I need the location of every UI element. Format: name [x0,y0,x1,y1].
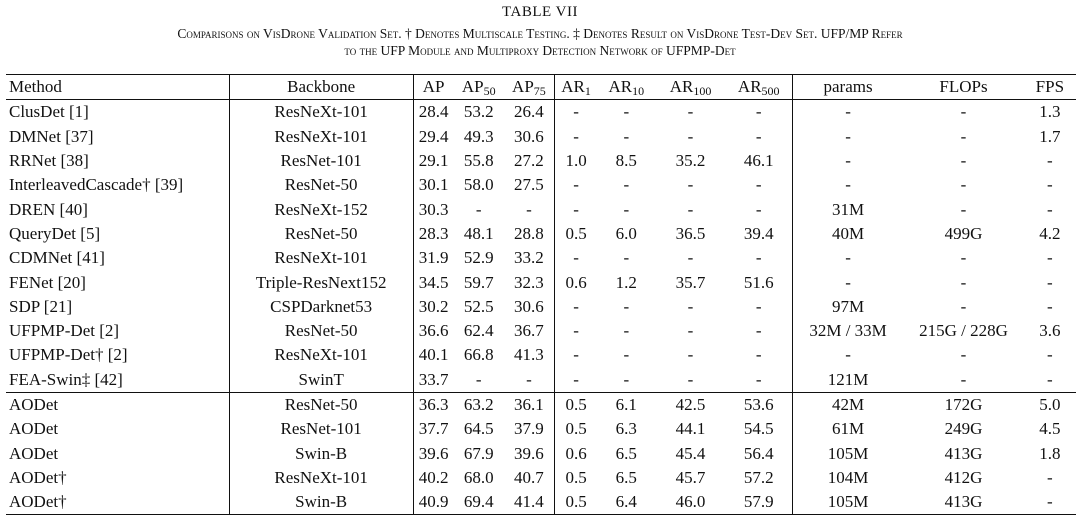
cell-backbone: ResNet-50 [229,222,413,246]
cell-method: DREN [40] [6,197,229,221]
cell-ap: 36.3 [413,392,454,417]
cell-ap75: 39.6 [504,441,555,465]
cell-ar100: - [687,321,694,341]
cell-ap75: 27.2 [504,149,555,173]
cell-fps: - [1047,345,1053,365]
cell-ar10: - [623,175,630,195]
cell-ar1: - [573,175,579,195]
cell-ap: 34.5 [418,272,449,292]
cell-flops: - [960,126,967,146]
cell-flops: - [960,296,967,316]
cell-params: 40M [832,223,865,243]
cell-fps: - [1047,199,1053,219]
cell-ap: 31.9 [418,248,449,268]
cell-ap50: 66.8 [463,345,494,365]
cell-backbone: ResNet-50 [229,392,413,417]
cell-ar100: - [687,369,694,389]
cell-backbone: Swin-B [229,490,413,515]
cell-ar500: 39.4 [726,222,793,246]
cell-params: 61M [832,419,865,439]
table-row [6,270,1076,294]
cell-fps: - [1047,467,1053,487]
cell-fps: 1.3 [1039,102,1061,122]
cell-ap75: - [504,368,555,393]
cell-params: - [845,151,851,171]
cell-params: 97M [832,296,865,316]
cell-method: AODet† [6,466,229,490]
cell-ap75: 36.7 [504,319,555,343]
cell-ap75: 41.4 [504,490,555,515]
cell-flops: 412G [944,467,983,487]
cell-ap: 29.1 [418,151,449,171]
cell-ar10: 6.1 [597,392,655,417]
cell-ap: 40.2 [418,467,449,487]
cell-ap50: 67.9 [463,443,494,463]
cell-ar100: 36.5 [675,223,706,243]
cell-ap50: 64.5 [463,419,494,439]
cell-ar100: - [687,126,694,146]
cell-backbone: ResNeXt-101 [229,100,413,125]
cell-ar10: - [623,248,630,268]
cell-backbone: Swin-B [229,441,413,465]
cell-ap50: 68.0 [463,467,494,487]
table-row [6,392,1076,417]
cell-ap50: 69.4 [454,490,504,515]
cell-params: - [845,102,851,122]
cell-backbone: SwinT [229,368,413,393]
cell-ap75: 33.2 [504,246,555,270]
cell-backbone: ResNet-50 [229,173,413,197]
cell-flops: 413G [944,443,983,463]
cell-flops: 249G [944,419,983,439]
cell-fps: - [1024,490,1076,515]
cell-ar1: - [573,296,579,316]
cell-ar500: - [726,343,793,367]
cell-ar100: - [687,345,694,365]
table-row [6,319,1076,343]
cell-params: - [845,126,851,146]
cell-ar100: - [687,296,694,316]
cell-ar100: 45.7 [675,467,706,487]
cell-ar500: 57.2 [726,466,793,490]
cell-ap: 40.9 [413,490,454,515]
cell-fps: - [1047,369,1053,389]
cell-backbone: ResNet-101 [229,149,413,173]
header-params: params [792,75,903,100]
table-caption [0,25,1080,59]
header-ar10: $AR_{10}$ [597,75,655,100]
cell-flops: - [960,151,967,171]
cell-ar100: 35.7 [675,272,706,292]
cell-fps: - [1047,296,1053,316]
cell-backbone: ResNeXt-101 [229,246,413,270]
cell-ap: 37.7 [418,419,449,439]
cell-ar100: 35.2 [675,151,706,171]
cell-fps: 5.0 [1024,392,1076,417]
cell-ar1: 0.5 [555,392,598,417]
header-fps: FPS [1024,75,1076,100]
cell-ap50: 48.1 [463,223,494,243]
cell-ar1: - [573,126,579,146]
cell-ar1: - [573,199,579,219]
cell-flops: 172G [903,392,1023,417]
cell-method: AODet [6,417,229,441]
table-row [6,100,1076,125]
header-row [6,75,1076,100]
cell-fps: - [1047,175,1053,195]
cell-ap: 29.4 [418,126,449,146]
cell-ap: 39.6 [418,443,449,463]
cell-ar100: 46.0 [655,490,725,515]
cell-params: 42M [792,392,903,417]
cell-ap: 33.7 [418,369,449,389]
cell-backbone: CSPDarknet53 [229,295,413,319]
cell-flops: - [960,272,967,292]
cell-ap: 30.2 [418,296,449,316]
cell-fps: 1.7 [1039,126,1061,146]
cell-ar500: 56.4 [726,441,793,465]
table-number: TABLE VII [502,4,578,20]
cell-flops: - [960,102,967,122]
cell-fps: 4.5 [1039,419,1061,439]
cell-method: AODet [6,392,229,417]
cell-ar500: - [726,246,793,270]
cell-ar100: 45.4 [675,443,706,463]
cell-ar1: 0.6 [565,272,587,292]
cell-ap75: 41.3 [504,343,555,367]
cell-ap75: 37.9 [504,417,555,441]
cell-ar10: 6.5 [615,443,637,463]
cell-ar500: - [726,295,793,319]
comparison-table [6,74,1076,515]
cell-fps: - [1047,248,1053,268]
cell-ar1: - [573,248,579,268]
table-row [6,222,1076,246]
cell-ap50: 49.3 [463,126,494,146]
cell-params: - [845,175,851,195]
cell-ap50: 52.9 [463,248,494,268]
cell-ar500: - [726,368,793,393]
header-ar500: $AR_{500}$ [726,75,793,100]
cell-ar1: 0.5 [565,223,587,243]
cell-params: - [845,272,851,292]
cell-ar500: - [726,125,793,149]
cell-ap: 30.1 [418,175,449,195]
cell-ar100: - [687,102,694,122]
cell-fps: 1.8 [1039,443,1061,463]
cell-flops: - [960,199,967,219]
cell-ar500: 54.5 [726,417,793,441]
cell-ar1: - [573,369,579,389]
header-ap75: $AP_{75}$ [504,75,555,100]
cell-method: UFPMP-Det [2] [6,319,229,343]
caption-line-2: to the UFP Module and Multiproxy Detection Network of UFPMP-Det [344,43,736,58]
cell-params: 105M [827,443,869,463]
cell-fps: 4.2 [1039,223,1061,243]
header-backbone: Backbone [229,75,413,100]
cell-params: 32M / 33M [809,321,887,341]
cell-ar1: - [573,345,579,365]
cell-ap75: 40.7 [504,466,555,490]
cell-flops: - [960,248,967,268]
cell-ap50: - [475,369,482,389]
table-row [6,197,1076,221]
cell-ap75: 32.3 [504,270,555,294]
table-row [6,125,1076,149]
cell-backbone: ResNeXt-152 [229,197,413,221]
cell-backbone: ResNet-50 [229,319,413,343]
cell-params: 104M [827,467,869,487]
cell-backbone: ResNeXt-101 [229,466,413,490]
cell-flops: - [960,369,967,389]
cell-ar10: 6.3 [615,419,637,439]
table-row [6,441,1076,465]
cell-method: AODet† [6,490,229,515]
cell-fps: 3.6 [1039,321,1061,341]
cell-ar500: - [726,100,793,125]
cell-ar500: 57.9 [726,490,793,515]
cell-ar100: 42.5 [655,392,725,417]
cell-ar500: 46.1 [726,149,793,173]
cell-fps: - [1047,272,1053,292]
cell-backbone: ResNeXt-101 [229,125,413,149]
table-row [6,173,1076,197]
cell-ar10: - [623,102,630,122]
cell-ar10: 6.5 [615,467,637,487]
cell-ap75: 30.6 [504,295,555,319]
cell-ar1: 1.0 [565,151,587,171]
cell-ar100: 44.1 [675,419,706,439]
cell-ar10: - [623,126,630,146]
cell-params: - [845,248,851,268]
cell-ap75: - [504,197,555,221]
cell-params: 105M [792,490,903,515]
table-row [6,490,1076,515]
table-row [6,343,1076,367]
cell-method: DMNet [37] [6,125,229,149]
cell-ar100: - [687,199,694,219]
cell-ar10: - [623,345,630,365]
header-ar100: $AR_{100}$ [655,75,725,100]
cell-backbone: Triple-ResNext152 [229,270,413,294]
table-body [6,100,1076,515]
cell-ap75: 30.6 [504,125,555,149]
cell-ar10: - [623,321,630,341]
cell-ar1: - [573,102,579,122]
cell-method: FENet [20] [6,270,229,294]
cell-params: 31M [832,199,865,219]
cell-backbone: ResNeXt-101 [229,343,413,367]
cell-ap: 28.4 [418,102,449,122]
cell-flops: 499G [944,223,983,243]
cell-ap: 30.3 [418,199,449,219]
cell-ap50: 62.4 [463,321,494,341]
cell-ar1: 0.5 [565,419,587,439]
caption-line-1: Comparisons on VisDrone Validation Set. † Denotes Multiscale Testing. ‡ Denotes Result on VisDrone Test-Dev Set. UFP/MP Refer [177,26,903,41]
table-row [6,246,1076,270]
header-ap50: $AP_{50}$ [454,75,504,100]
cell-ap75: 28.8 [504,222,555,246]
cell-flops: 215G / 228G [919,321,1008,341]
cell-ar100: - [687,175,694,195]
cell-ar1: - [573,321,579,341]
cell-method: AODet [6,441,229,465]
header-method: Method [6,75,229,100]
cell-ap75: 36.1 [504,392,555,417]
cell-ap50: 52.5 [463,296,494,316]
cell-ar10: 6.4 [597,490,655,515]
cell-ap75: 26.4 [504,100,555,125]
header-ar1: $AR_1$ [555,75,598,100]
cell-ar500: - [726,197,793,221]
cell-ar1: 0.6 [565,443,587,463]
cell-ap50: - [475,199,482,219]
cell-method: FEA-Swin‡ [42] [6,368,229,393]
cell-ap: 40.1 [418,345,449,365]
cell-params: 121M [827,369,869,389]
cell-flops: 413G [903,490,1023,515]
cell-ap: 28.3 [418,223,449,243]
cell-ar10: - [623,296,630,316]
cell-flops: - [960,175,967,195]
cell-flops: - [960,345,967,365]
header-flops: FLOPs [903,75,1023,100]
cell-ap50: 63.2 [454,392,504,417]
cell-params: - [845,345,851,365]
cell-ar500: - [726,173,793,197]
cell-method: ClusDet [1] [6,100,229,125]
table-row [6,466,1076,490]
cell-backbone: ResNet-101 [229,417,413,441]
cell-method: RRNet [38] [6,149,229,173]
cell-ar10: - [623,369,630,389]
cell-method: CDMNet [41] [6,246,229,270]
cell-ap50: 59.7 [463,272,494,292]
table-row [6,368,1076,393]
table-row [6,295,1076,319]
cell-ar10: 8.5 [615,151,637,171]
cell-ar500: - [726,319,793,343]
cell-ap50: 55.8 [463,151,494,171]
cell-fps: - [1047,151,1053,171]
cell-method: QueryDet [5] [6,222,229,246]
cell-ap50: 58.0 [463,175,494,195]
cell-ap: 36.6 [418,321,449,341]
cell-ap75: 27.5 [504,173,555,197]
cell-method: UFPMP-Det† [2] [6,343,229,367]
cell-method: SDP [21] [6,295,229,319]
cell-ar500: 51.6 [726,270,793,294]
table-row [6,149,1076,173]
cell-ar1: 0.5 [555,490,598,515]
header-ap: AP [413,75,454,100]
table-row [6,417,1076,441]
cell-ar1: 0.5 [565,467,587,487]
cell-ap50: 53.2 [463,102,494,122]
cell-ar100: - [687,248,694,268]
cell-ar500: 53.6 [726,392,793,417]
cell-ar10: - [623,199,630,219]
cell-ar10: 1.2 [615,272,637,292]
cell-method: InterleavedCascade† [39] [6,173,229,197]
cell-ar10: 6.0 [615,223,637,243]
